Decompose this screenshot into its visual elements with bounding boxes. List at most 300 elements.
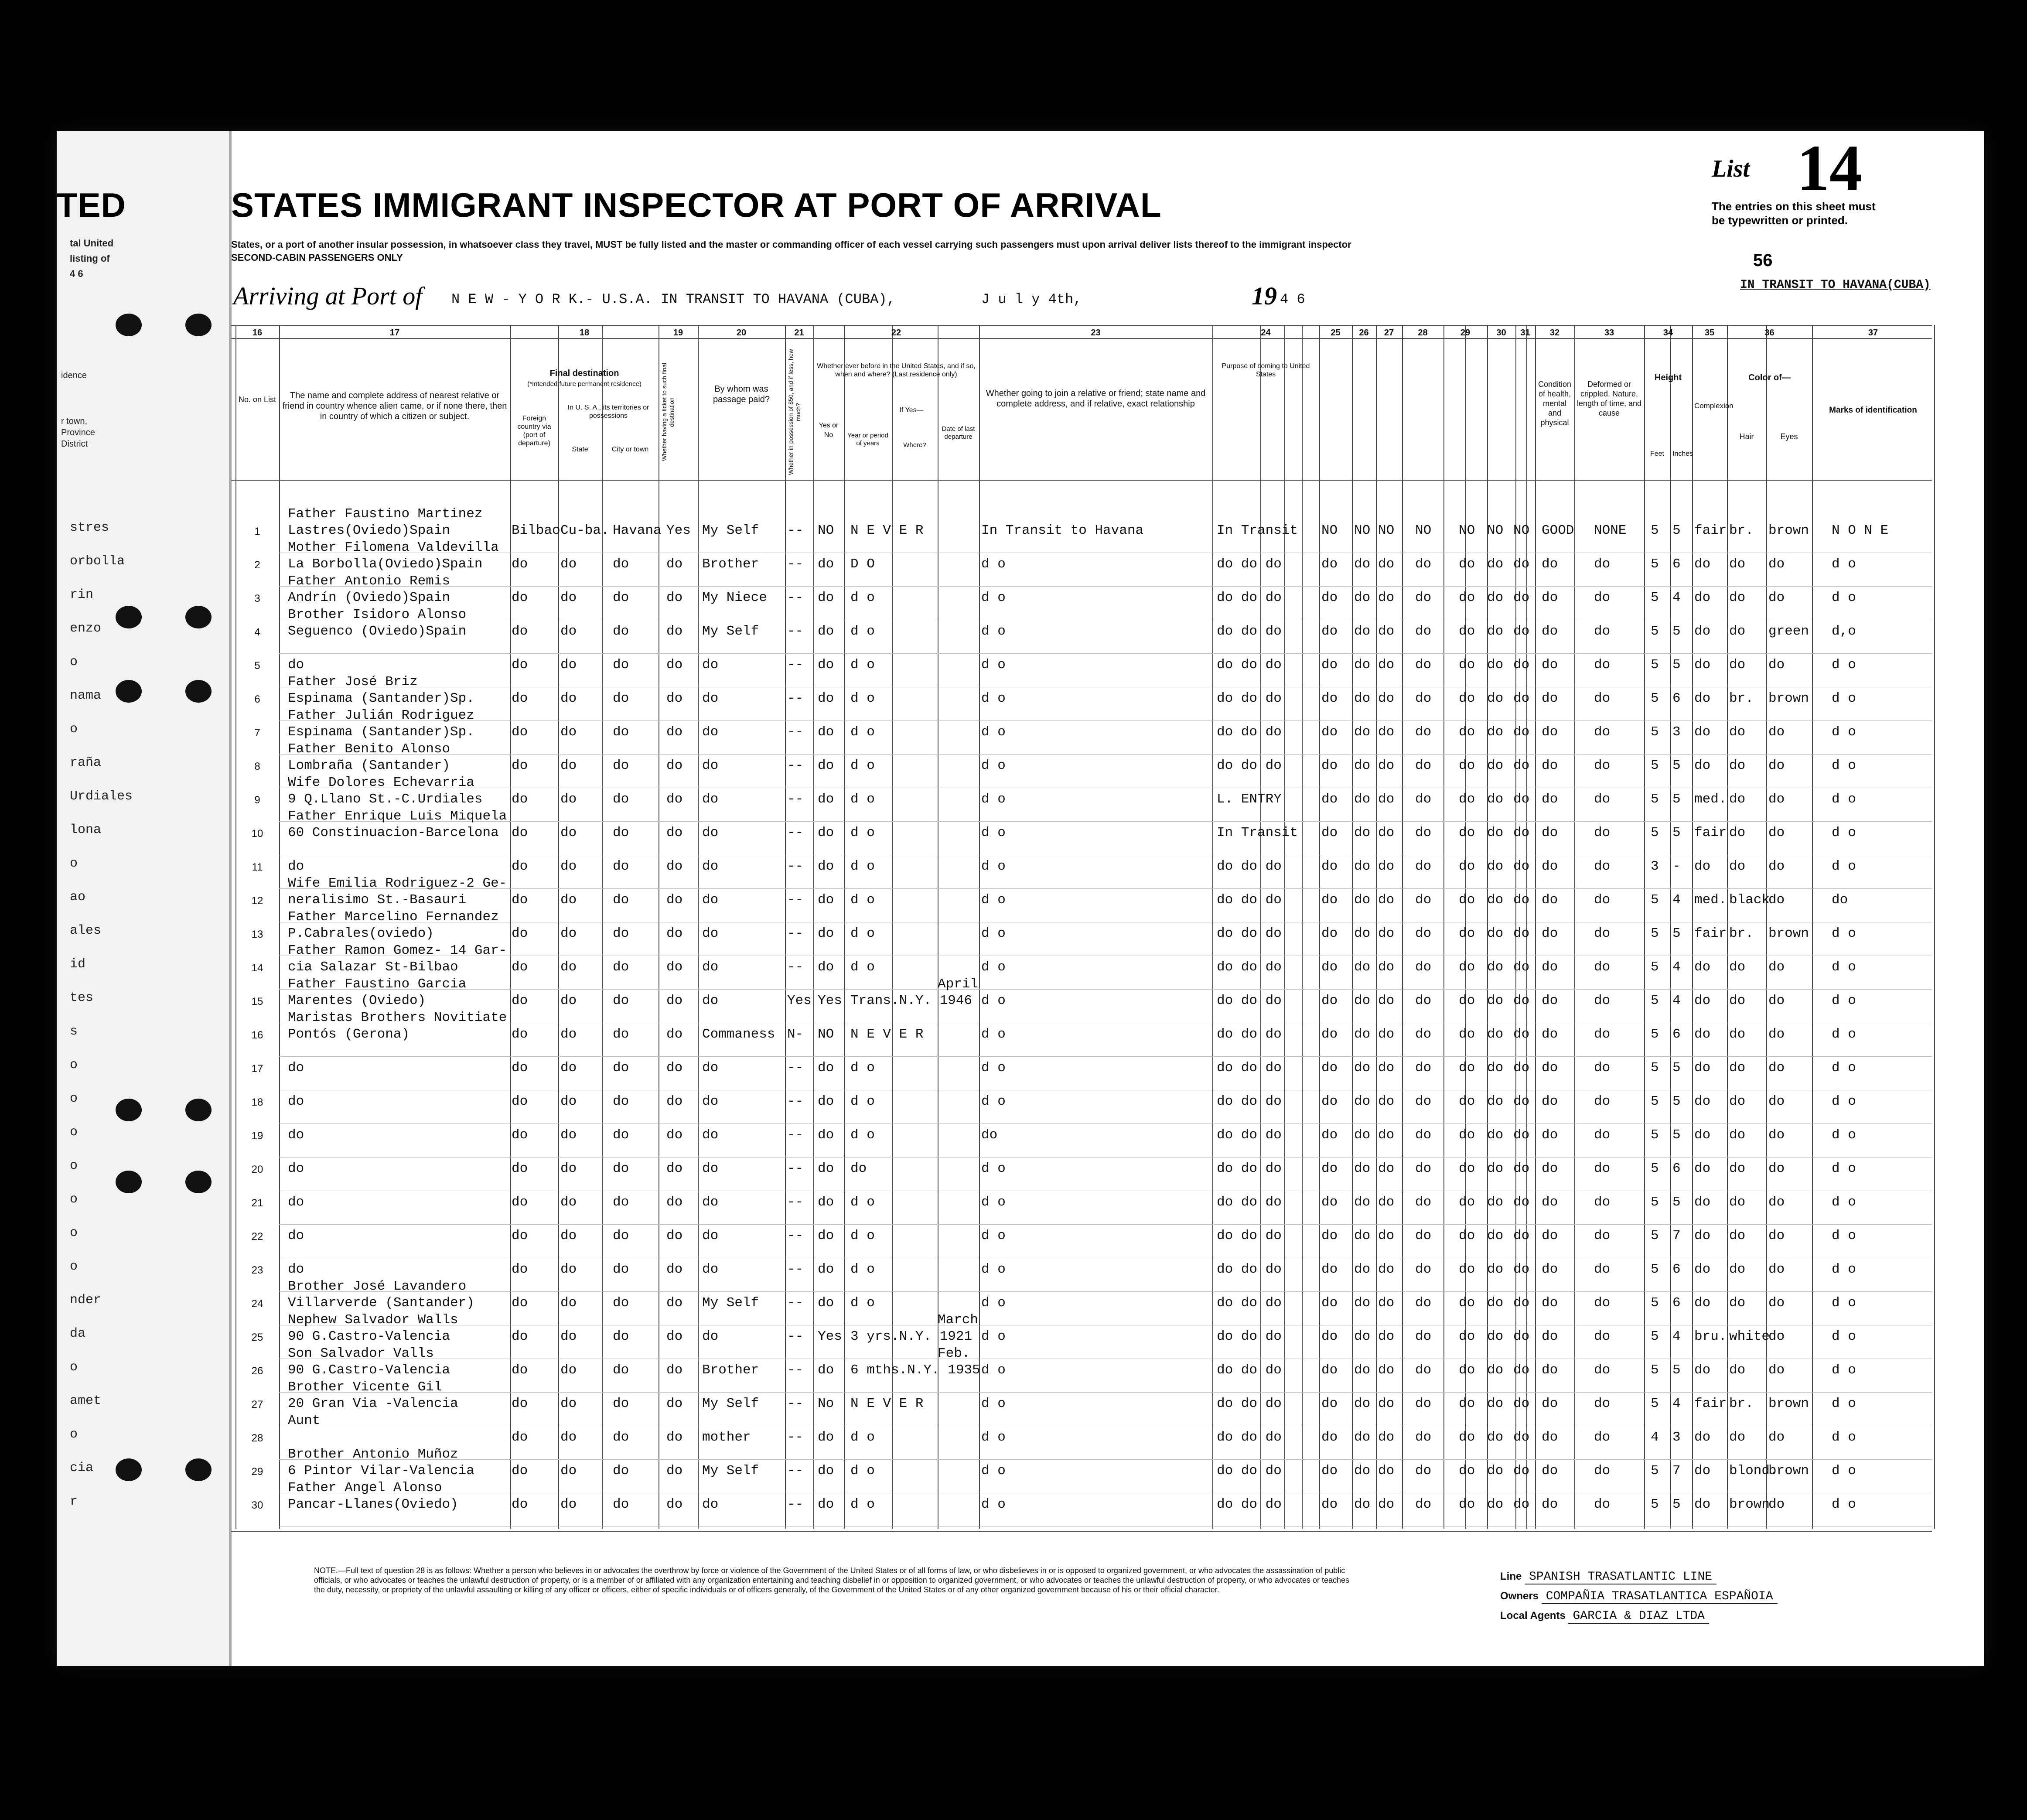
cell-marks: d o (1832, 1497, 1856, 1512)
cell-deformed: do (1594, 926, 1611, 941)
column-number: 28 (1418, 328, 1428, 338)
cell-q27: do (1378, 1195, 1395, 1210)
cell-rel2: 6 Pintor Vilar-Valencia (288, 1463, 474, 1479)
cell-hair: do (1729, 758, 1746, 773)
column-header-c19: Whether having a ticket to such final destination (661, 363, 675, 461)
cell-q26: do (1354, 590, 1371, 605)
cell-marks: d o (1832, 1060, 1856, 1076)
cell-feet: 5 (1651, 1262, 1659, 1277)
cell-q27: do (1378, 590, 1395, 605)
row-number: 5 (254, 660, 260, 672)
cell-rel1: Father Faustino Garcia (288, 977, 467, 992)
cell-state: do (560, 993, 577, 1008)
cell-compl: do (1694, 993, 1711, 1008)
cell-year: d o (850, 624, 875, 639)
cell-q27: do (1378, 691, 1395, 706)
cell-compl: do (1694, 1262, 1711, 1277)
cell-inch: 5 (1672, 758, 1681, 773)
cell-q29: do (1459, 1430, 1475, 1445)
cell-q27: do (1378, 825, 1395, 840)
cell-city: do (613, 859, 629, 874)
cell-ticket: do (666, 1027, 683, 1042)
cell-before: do (818, 557, 834, 572)
cell-feet: 5 (1651, 1295, 1659, 1311)
cell-inch: 5 (1672, 1060, 1681, 1076)
cell-via: do (512, 1463, 528, 1479)
cell-q31: do (1513, 1396, 1530, 1411)
cell-q29: do (1459, 724, 1475, 740)
column-header-c18c: State (572, 446, 588, 453)
cell-q27: do (1378, 1228, 1395, 1243)
row-rule (279, 1291, 1932, 1292)
cell-q30: do (1487, 1027, 1504, 1042)
cell-q30: do (1487, 993, 1504, 1008)
cell-q29: do (1459, 1362, 1475, 1378)
cell-hair: do (1729, 1127, 1746, 1143)
cell-inch: 3 (1672, 724, 1681, 740)
cell-year: d o (850, 1195, 875, 1210)
column-number: 27 (1384, 328, 1394, 338)
cell-feet: 5 (1651, 724, 1659, 740)
cell-q31: do (1513, 1463, 1530, 1479)
cell-year: d o (850, 1430, 875, 1445)
cell-inch: 5 (1672, 624, 1681, 639)
cell-health: do (1542, 1060, 1558, 1076)
cell-feet: 5 (1651, 590, 1659, 605)
cell-before: do (818, 1295, 834, 1311)
cell-q29: do (1459, 1463, 1475, 1479)
cell-compl: do (1694, 1430, 1711, 1445)
cell-feet: 5 (1651, 792, 1659, 807)
cell-health: do (1542, 1295, 1558, 1311)
cell-money: -- (787, 523, 804, 538)
page-title: STATES IMMIGRANT INSPECTOR AT PORT OF ARRIVAL (231, 186, 1162, 224)
column-rule (1727, 325, 1728, 1529)
left-place: o (70, 655, 78, 669)
cell-q30: do (1487, 892, 1504, 908)
cell-marks: d o (1832, 1094, 1856, 1109)
cell-rel2: do (288, 859, 304, 874)
cell-q26: do (1354, 1430, 1371, 1445)
cell-inch: 6 (1672, 557, 1681, 572)
cell-money: -- (787, 792, 804, 807)
cell-hair: do (1729, 1195, 1746, 1210)
cell-marks: d o (1832, 1430, 1856, 1445)
cell-q28: do (1415, 1362, 1432, 1378)
cell-city: do (613, 1497, 629, 1512)
cell-purpose: L. ENTRY (1217, 792, 1282, 807)
cell-eyes: do (1768, 1161, 1785, 1176)
cell-hair: do (1729, 557, 1746, 572)
cell-join: d o (981, 1228, 1006, 1243)
row-number: 7 (254, 727, 260, 739)
cell-deformed: do (1594, 892, 1611, 908)
left-place: tes (70, 990, 94, 1005)
cell-compl: do (1694, 590, 1711, 605)
cell-feet: 5 (1651, 557, 1659, 572)
cell-q31: do (1513, 792, 1530, 807)
cell-marks: d o (1832, 993, 1856, 1008)
cell-purpose: do do do (1217, 657, 1282, 673)
column-header-no_on_list: No. on List (238, 395, 276, 404)
cell-deformed: do (1594, 590, 1611, 605)
cell-marks: d o (1832, 1396, 1856, 1411)
column-rule (1284, 325, 1285, 1529)
cell-health: do (1542, 590, 1558, 605)
cell-year: D O (850, 557, 875, 572)
table-top-rule (231, 325, 1932, 326)
cell-hair: do (1729, 1060, 1746, 1076)
cell-marks: d o (1832, 590, 1856, 605)
cell-q31: do (1513, 691, 1530, 706)
cell-rel2: do (288, 1228, 304, 1243)
column-number: 21 (794, 328, 804, 338)
cell-q25: NO (1321, 523, 1338, 538)
row-number: 9 (254, 794, 260, 806)
cell-eyes: brown (1768, 1463, 1809, 1479)
cell-rel2: Pontós (Gerona) (288, 1027, 410, 1042)
cell-compl: do (1694, 1094, 1711, 1109)
cell-health: do (1542, 1127, 1558, 1143)
cell-join: d o (981, 1430, 1006, 1445)
cell-via: do (512, 1027, 528, 1042)
cell-eyes: do (1768, 590, 1785, 605)
cell-q30: do (1487, 590, 1504, 605)
column-rule (1319, 325, 1320, 1529)
cell-q28: do (1415, 825, 1432, 840)
cell-q25: do (1321, 1195, 1338, 1210)
column-number: 16 (252, 328, 263, 338)
list-label: List (1712, 155, 1750, 182)
cell-year: d o (850, 926, 875, 941)
cell-purpose: do do do (1217, 993, 1282, 1008)
cell-q28: do (1415, 1027, 1432, 1042)
cell-q28: do (1415, 724, 1432, 740)
left-col-sublabel: Province (61, 428, 95, 437)
left-place: o (70, 1158, 78, 1173)
cell-q26: do (1354, 1195, 1371, 1210)
cell-q29: do (1459, 1396, 1475, 1411)
cell-rel1: Father José Briz (288, 674, 418, 690)
cell-q26: do (1354, 557, 1371, 572)
cell-feet: 5 (1651, 691, 1659, 706)
list-number: 14 (1797, 132, 1862, 204)
cell-ticket: do (666, 691, 683, 706)
cell-money: -- (787, 1497, 804, 1512)
cell-lastdep: Feb. (938, 1346, 970, 1361)
left-place: ales (70, 923, 102, 938)
cell-via: do (512, 1262, 528, 1277)
cell-health: do (1542, 758, 1558, 773)
cell-q26: do (1354, 825, 1371, 840)
cell-q29: do (1459, 859, 1475, 874)
cell-before: do (818, 1060, 834, 1076)
cell-q28: NO (1415, 523, 1432, 538)
cell-q25: do (1321, 657, 1338, 673)
cell-inch: 5 (1672, 1094, 1681, 1109)
column-number: 37 (1868, 328, 1878, 338)
cell-before: No (818, 1396, 834, 1411)
cell-paid: Commaness (702, 1027, 775, 1042)
cell-q25: do (1321, 892, 1338, 908)
cell-rel2: La Borbolla(Oviedo)Spain (288, 557, 483, 572)
cell-state: do (560, 1161, 577, 1176)
left-place: o (70, 1125, 78, 1140)
column-header-c34b: Inches (1672, 450, 1693, 458)
cell-before: do (818, 960, 834, 975)
cell-year: d o (850, 792, 875, 807)
row-number: 25 (251, 1332, 263, 1343)
cell-q25: do (1321, 758, 1338, 773)
cell-feet: 5 (1651, 1195, 1659, 1210)
cell-q27: do (1378, 1362, 1395, 1378)
cell-via: Bilbao (512, 523, 560, 538)
cell-q28: do (1415, 1228, 1432, 1243)
cell-via: do (512, 590, 528, 605)
cell-join: do (981, 1127, 998, 1143)
cell-q28: do (1415, 691, 1432, 706)
cell-rel2: do (288, 1161, 304, 1176)
column-number: 23 (1091, 328, 1101, 338)
question-28-note: NOTE.—Full text of question 28 is as follows: Whether a person who believes in or advocates the overthrow by force or violence of the Government of the United States or of all forms of law, or who disbelieves in or is opposed to organized government, or who advocates the assassination of public officials, or who advocates or teaches the unlawful destruction of property, or is a member of or affiliated with any organization entertaining and teaching disbelief in or opposition to organized government, or who advocates or teaches the unlawful destruction of property, or who advocates or teaches the duty, necessity, or propriety of the unlawful assaulting or killing of any officer or officers, either of specific individuals or of officers generally, of the Government of the United States or of any other organized government because of his or their official character. (314, 1566, 1350, 1594)
cell-money: -- (787, 691, 804, 706)
cell-compl: do (1694, 1195, 1711, 1210)
cell-q31: do (1513, 859, 1530, 874)
cell-q25: do (1321, 792, 1338, 807)
cell-q31: do (1513, 1228, 1530, 1243)
cell-inch: 3 (1672, 1430, 1681, 1445)
cell-purpose: do do do (1217, 1228, 1282, 1243)
cell-hair: do (1729, 624, 1746, 639)
cell-deformed: do (1594, 960, 1611, 975)
cell-join: d o (981, 1027, 1006, 1042)
cell-hair: do (1729, 1430, 1746, 1445)
cell-ticket: do (666, 1329, 683, 1344)
cell-eyes: brown (1768, 523, 1809, 538)
cell-join: d o (981, 1362, 1006, 1378)
cell-feet: 5 (1651, 1094, 1659, 1109)
cell-feet: 5 (1651, 892, 1659, 908)
cell-q28: do (1415, 657, 1432, 673)
cell-money: -- (787, 590, 804, 605)
cell-before: do (818, 792, 834, 807)
agents-field (1500, 1609, 1709, 1623)
cell-deformed: do (1594, 1161, 1611, 1176)
cell-city: do (613, 1463, 629, 1479)
cell-money: -- (787, 1195, 804, 1210)
cell-eyes: do (1768, 1295, 1785, 1311)
cell-feet: 5 (1651, 1329, 1659, 1344)
column-rule (698, 325, 699, 1529)
cell-deformed: do (1594, 1027, 1611, 1042)
cell-q25: do (1321, 1027, 1338, 1042)
cell-join: d o (981, 1463, 1006, 1479)
cell-inch: 5 (1672, 523, 1681, 538)
cell-purpose: do do do (1217, 859, 1282, 874)
left-place: o (70, 1427, 78, 1442)
cell-q31: do (1513, 825, 1530, 840)
cell-state: do (560, 1497, 577, 1512)
column-rule (785, 325, 786, 1529)
line-label: Line (1500, 1571, 1522, 1582)
cell-q25: do (1321, 1396, 1338, 1411)
column-number: 17 (389, 328, 400, 338)
cell-rel1: Father Ramon Gomez- 14 Gar- (288, 943, 507, 958)
cell-q29: do (1459, 1228, 1475, 1243)
cell-health: do (1542, 657, 1558, 673)
column-number-rule (231, 338, 1932, 339)
cell-before: do (818, 1262, 834, 1277)
cell-money: -- (787, 926, 804, 941)
cell-join: d o (981, 892, 1006, 908)
cell-q28: do (1415, 624, 1432, 639)
row-number: 2 (254, 559, 260, 571)
cell-hair: do (1729, 657, 1746, 673)
cell-marks: d o (1832, 758, 1856, 773)
cell-compl: fair (1694, 926, 1727, 941)
cell-q30: do (1487, 758, 1504, 773)
cell-marks: d o (1832, 960, 1856, 975)
cell-via: do (512, 1295, 528, 1311)
cell-q31: do (1513, 1094, 1530, 1109)
cell-health: do (1542, 1262, 1558, 1277)
cell-via: do (512, 1396, 528, 1411)
cell-q28: do (1415, 960, 1432, 975)
cell-paid: do (702, 892, 719, 908)
cell-paid: do (702, 1195, 719, 1210)
cell-q31: do (1513, 993, 1530, 1008)
cell-q27: NO (1378, 523, 1395, 538)
cell-q26: do (1354, 758, 1371, 773)
cell-q31: do (1513, 590, 1530, 605)
cell-money: -- (787, 1362, 804, 1378)
cell-deformed: do (1594, 792, 1611, 807)
cell-ticket: do (666, 724, 683, 740)
cell-purpose: do do do (1217, 1430, 1282, 1445)
cell-paid: do (702, 724, 719, 740)
column-number: 32 (1549, 328, 1560, 338)
punch-hole (116, 1458, 142, 1481)
page-fold (229, 131, 232, 1666)
column-rule (558, 325, 559, 1529)
cell-year: d o (850, 859, 875, 874)
column-rule (279, 325, 280, 1529)
cell-via: do (512, 1362, 528, 1378)
cell-year: d o (850, 1463, 875, 1479)
row-number: 18 (251, 1096, 263, 1108)
cell-q29: do (1459, 691, 1475, 706)
punch-hole (185, 680, 212, 703)
cell-city: do (613, 1295, 629, 1311)
cell-deformed: do (1594, 1362, 1611, 1378)
cell-q25: do (1321, 926, 1338, 941)
cell-q31: NO (1513, 523, 1530, 538)
cell-compl: do (1694, 1060, 1711, 1076)
cell-q26: do (1354, 892, 1371, 908)
cell-purpose: do do do (1217, 1161, 1282, 1176)
cell-q29: do (1459, 1127, 1475, 1143)
cell-q25: do (1321, 1094, 1338, 1109)
cell-join: d o (981, 993, 1006, 1008)
punch-hole (116, 314, 142, 336)
cell-purpose: do do do (1217, 1094, 1282, 1109)
cell-q26: do (1354, 691, 1371, 706)
cell-purpose: do do do (1217, 624, 1282, 639)
cell-money: -- (787, 724, 804, 740)
cell-q31: do (1513, 1329, 1530, 1344)
cell-ticket: do (666, 1295, 683, 1311)
cell-q30: do (1487, 825, 1504, 840)
punch-hole (116, 1099, 142, 1121)
cell-hair: br. (1729, 926, 1754, 941)
cell-eyes: do (1768, 859, 1785, 874)
cell-before: do (818, 1228, 834, 1243)
cell-before: do (818, 1195, 834, 1210)
cell-q29: do (1459, 624, 1475, 639)
cell-money: -- (787, 1430, 804, 1445)
cell-paid: do (702, 1497, 719, 1512)
cell-eyes: do (1768, 825, 1785, 840)
cell-q26: do (1354, 792, 1371, 807)
cell-ticket: do (666, 590, 683, 605)
cell-state: do (560, 624, 577, 639)
cell-q29: do (1459, 1329, 1475, 1344)
column-header-c36: Color of— (1748, 373, 1791, 382)
cell-marks: d o (1832, 1295, 1856, 1311)
cell-purpose: do do do (1217, 926, 1282, 941)
cell-hair: blond. (1729, 1463, 1778, 1479)
cell-year: d o (850, 590, 875, 605)
cell-q28: do (1415, 892, 1432, 908)
cell-q29: do (1459, 892, 1475, 908)
cell-money: -- (787, 1396, 804, 1411)
cell-rel1: Wife Emilia Rodriguez-2 Ge- (288, 876, 507, 891)
cell-before: do (818, 1127, 834, 1143)
cell-via: do (512, 825, 528, 840)
cell-paid: My Self (702, 1463, 759, 1479)
cell-rel2: do (288, 1060, 304, 1076)
row-rule (279, 1224, 1932, 1225)
cell-purpose: do do do (1217, 960, 1282, 975)
left-col-sublabel: District (61, 439, 88, 449)
cell-city: do (613, 960, 629, 975)
cell-before: NO (818, 523, 834, 538)
cell-join: d o (981, 1329, 1006, 1344)
cell-feet: 5 (1651, 825, 1659, 840)
cell-eyes: do (1768, 960, 1785, 975)
cell-health: do (1542, 993, 1558, 1008)
cell-q25: do (1321, 1127, 1338, 1143)
cell-deformed: NONE (1594, 523, 1627, 538)
row-number: 12 (251, 895, 263, 907)
left-place: o (70, 1091, 78, 1106)
cell-inch: 4 (1672, 960, 1681, 975)
row-rule (279, 1526, 1932, 1527)
cell-join: d o (981, 859, 1006, 874)
cell-marks: d o (1832, 859, 1856, 874)
cell-deformed: do (1594, 1228, 1611, 1243)
cell-rel2: Seguenco (Oviedo)Spain (288, 624, 467, 639)
cell-city: do (613, 825, 629, 840)
cell-state: do (560, 1027, 577, 1042)
cell-hair: do (1729, 993, 1746, 1008)
cell-q25: do (1321, 724, 1338, 740)
cell-via: do (512, 859, 528, 874)
cell-q27: do (1378, 724, 1395, 740)
cell-hair: white (1729, 1329, 1770, 1344)
cell-year: d o (850, 1262, 875, 1277)
cell-ticket: do (666, 1195, 683, 1210)
